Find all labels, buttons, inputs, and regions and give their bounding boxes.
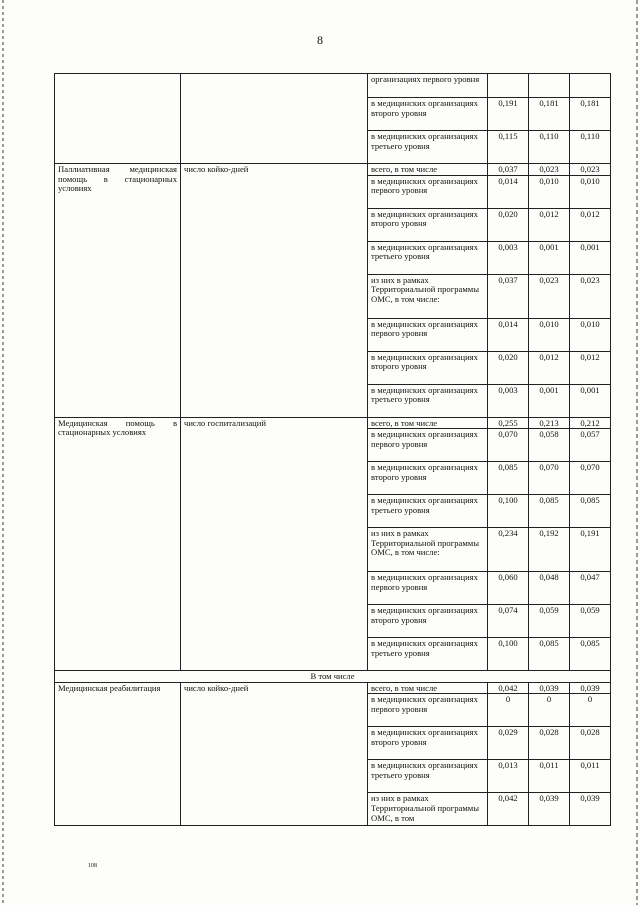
value-cell-year-1: 0 — [488, 694, 529, 727]
value-cell-year-2: 0,058 — [529, 429, 570, 462]
value-cell-year-3: 0,028 — [570, 727, 611, 760]
level-cell: организациях первого уровня — [368, 74, 488, 98]
value-cell-year-2: 0,011 — [529, 760, 570, 793]
unit-cell: число госпитализаций — [181, 417, 368, 671]
value-cell-year-3: 0,023 — [570, 274, 611, 318]
value-cell-year-2: 0 — [529, 694, 570, 727]
level-cell: в медицинских организациях второго уровня — [368, 462, 488, 495]
value-cell-year-1: 0,042 — [488, 793, 529, 826]
value-cell-year-1: 0,100 — [488, 638, 529, 671]
value-cell-year-2: 0,023 — [529, 274, 570, 318]
level-cell: из них в рамках Территориальной программы ОМС, в том — [368, 793, 488, 826]
value-cell-year-2: 0,012 — [529, 351, 570, 384]
value-cell-year-3: 0,047 — [570, 572, 611, 605]
value-cell-year-2: 0,023 — [529, 164, 570, 176]
value-cell-year-2: 0,085 — [529, 638, 570, 671]
value-cell-year-2: 0,181 — [529, 98, 570, 131]
value-cell-year-1 — [488, 74, 529, 98]
value-cell-year-1: 0,037 — [488, 274, 529, 318]
value-cell-year-3: 0 — [570, 694, 611, 727]
value-cell-year-3: 0,181 — [570, 98, 611, 131]
value-cell-year-1: 0,013 — [488, 760, 529, 793]
scan-edge-left — [2, 0, 4, 905]
value-cell-year-1: 0,100 — [488, 495, 529, 528]
table-row — [55, 74, 611, 98]
level-cell: в медицинских организациях третьего уровня — [368, 131, 488, 164]
value-cell-year-2: 0,048 — [529, 572, 570, 605]
value-cell-year-2: 0,192 — [529, 528, 570, 572]
level-cell: в медицинских организациях первого уровня — [368, 572, 488, 605]
page-number: 8 — [317, 33, 323, 47]
value-cell-year-3: 0,085 — [570, 495, 611, 528]
value-cell-year-1: 0,115 — [488, 131, 529, 164]
value-cell-year-1: 0,191 — [488, 98, 529, 131]
table-body — [55, 74, 611, 826]
value-cell-year-2: 0,010 — [529, 175, 570, 208]
value-cell-year-1: 0,037 — [488, 164, 529, 176]
value-cell-year-1: 0,014 — [488, 318, 529, 351]
value-cell-year-3: 0,010 — [570, 318, 611, 351]
level-cell: из них в рамках Территориальной программы ОМС, в том числе: — [368, 274, 488, 318]
value-cell-year-3: 0,012 — [570, 351, 611, 384]
level-cell: в медицинских организациях первого уровня — [368, 175, 488, 208]
footer-note: 108 — [88, 863, 97, 869]
level-cell: в медицинских организациях первого уровня — [368, 429, 488, 462]
level-cell: всего, в том числе — [368, 682, 488, 694]
value-cell-year-1: 0,085 — [488, 462, 529, 495]
value-cell-year-1: 0,003 — [488, 384, 529, 417]
value-cell-year-1: 0,020 — [488, 351, 529, 384]
level-cell: всего, в том числе — [368, 164, 488, 176]
value-cell-year-3: 0,011 — [570, 760, 611, 793]
value-cell-year-3: 0,001 — [570, 384, 611, 417]
level-cell: в медицинских организациях третьего уровня — [368, 384, 488, 417]
level-cell: всего, в том числе — [368, 417, 488, 429]
value-cell-year-2: 0,070 — [529, 462, 570, 495]
level-cell: из них в рамках Территориальной программы ОМС, в том числе: — [368, 528, 488, 572]
level-cell: в медицинских организациях второго уровня — [368, 208, 488, 241]
value-cell-year-2 — [529, 74, 570, 98]
value-cell-year-3: 0,191 — [570, 528, 611, 572]
value-cell-year-2: 0,001 — [529, 384, 570, 417]
value-cell-year-2: 0,213 — [529, 417, 570, 429]
value-cell-year-3: 0,085 — [570, 638, 611, 671]
value-cell-year-2: 0,039 — [529, 682, 570, 694]
level-cell: в медицинских организациях третьего уровня — [368, 638, 488, 671]
value-cell-year-3: 0,039 — [570, 682, 611, 694]
value-cell-year-1: 0,029 — [488, 727, 529, 760]
value-cell-year-1: 0,042 — [488, 682, 529, 694]
value-cell-year-1: 0,060 — [488, 572, 529, 605]
care-type-cell: Медицинская реабилитация — [55, 682, 181, 826]
table-row — [55, 671, 611, 683]
level-cell: в медицинских организациях третьего уровня — [368, 495, 488, 528]
value-cell-year-3: 0,059 — [570, 605, 611, 638]
table-row — [55, 682, 611, 694]
value-cell-year-2: 0,012 — [529, 208, 570, 241]
section-heading: В том числе — [55, 671, 611, 683]
level-cell: в медицинских организациях второго уровня — [368, 351, 488, 384]
value-cell-year-2: 0,001 — [529, 241, 570, 274]
level-cell: в медицинских организациях второго уровня — [368, 98, 488, 131]
data-table — [54, 73, 611, 826]
level-cell: в медицинских организациях второго уровня — [368, 605, 488, 638]
level-cell: в медицинских организациях третьего уровня — [368, 760, 488, 793]
unit-cell — [181, 74, 368, 164]
value-cell-year-1: 0,255 — [488, 417, 529, 429]
value-cell-year-3: 0,010 — [570, 175, 611, 208]
value-cell-year-3 — [570, 74, 611, 98]
value-cell-year-2: 0,039 — [529, 793, 570, 826]
value-cell-year-2: 0,085 — [529, 495, 570, 528]
value-cell-year-2: 0,010 — [529, 318, 570, 351]
level-cell: в медицинских организациях первого уровня — [368, 694, 488, 727]
care-type-cell: Паллиативная медицинская помощь в стационарных условиях — [55, 164, 181, 418]
level-cell: в медицинских организациях первого уровня — [368, 318, 488, 351]
value-cell-year-3: 0,212 — [570, 417, 611, 429]
value-cell-year-3: 0,070 — [570, 462, 611, 495]
scan-edge-right — [636, 0, 638, 905]
value-cell-year-2: 0,059 — [529, 605, 570, 638]
level-cell: в медицинских организациях третьего уровня — [368, 241, 488, 274]
value-cell-year-3: 0,039 — [570, 793, 611, 826]
value-cell-year-2: 0,110 — [529, 131, 570, 164]
value-cell-year-2: 0,028 — [529, 727, 570, 760]
value-cell-year-1: 0,003 — [488, 241, 529, 274]
care-type-cell: Медицинская помощь в стационарных условиях — [55, 417, 181, 671]
value-cell-year-3: 0,023 — [570, 164, 611, 176]
table-row — [55, 164, 611, 176]
value-cell-year-1: 0,234 — [488, 528, 529, 572]
value-cell-year-1: 0,020 — [488, 208, 529, 241]
value-cell-year-3: 0,110 — [570, 131, 611, 164]
unit-cell: число койко-дней — [181, 682, 368, 826]
value-cell-year-1: 0,070 — [488, 429, 529, 462]
value-cell-year-3: 0,001 — [570, 241, 611, 274]
unit-cell: число койко-дней — [181, 164, 368, 418]
table-row — [55, 417, 611, 429]
level-cell: в медицинских организациях второго уровня — [368, 727, 488, 760]
value-cell-year-3: 0,012 — [570, 208, 611, 241]
value-cell-year-3: 0,057 — [570, 429, 611, 462]
value-cell-year-1: 0,074 — [488, 605, 529, 638]
care-type-cell — [55, 74, 181, 164]
value-cell-year-1: 0,014 — [488, 175, 529, 208]
